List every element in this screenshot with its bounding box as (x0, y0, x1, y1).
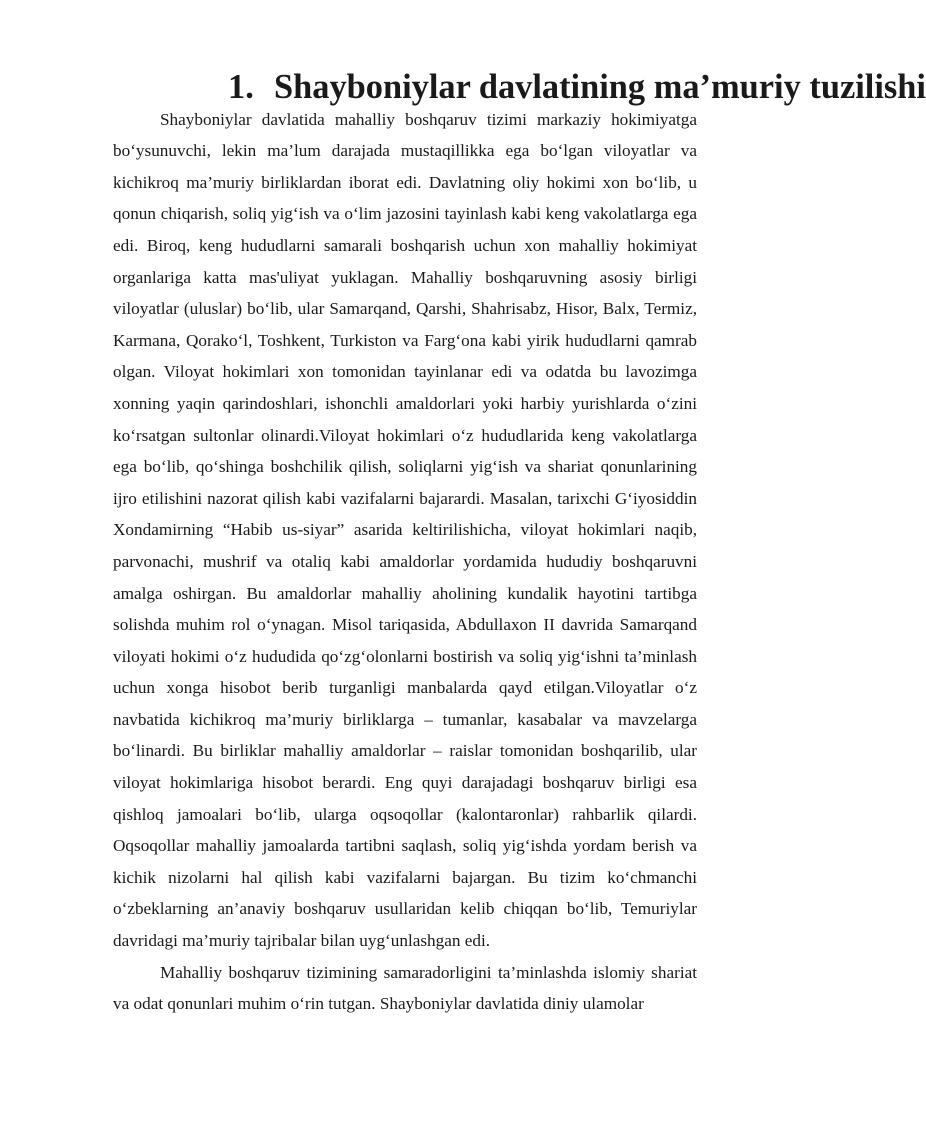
section-heading (113, 68, 926, 106)
section-title: Shayboniylar davlatining ma’muriy tuzilishi (274, 68, 926, 106)
body-paragraph-1: Shayboniylar davlatida mahalliy boshqaruv tizimi markaziy hokimiyatga bo‘ysunuvchi, lekin ma’lum darajada mustaqillikka ega bo‘lgan viloyatlar va kichikroq ma’muriy birliklardan iborat edi. Davlatning oliy hokimi xon bo‘lib, u qonun chiqarish, soliq yig‘ish va o‘lim jazosini tayinlash kabi keng vakolatlarga ega edi. Biroq, keng hududlarni samarali boshqarish uchun xon mahalliy hokimiyat organlariga katta mas'uliyat yuklagan. Mahalliy boshqaruvning asosiy birligi viloyatlar (uluslar) bo‘lib, ular Samarqand, Qarshi, Shahrisabz, Hisor, Balx, Termiz, Karmana, Qorako‘l, Toshkent, Turkiston va Farg‘ona kabi yirik hududlarni qamrab olgan. Viloyat hokimlari xon tomonidan tayinlanar edi va odatda bu lavozimga xonning yaqin qarindoshlari, ishonchli amaldorlari yoki harbiy yurishlarda o‘zini ko‘rsatgan sultonlar olinardi.Viloyat hokimlari o‘z hududlarida keng vakolatlarga ega bo‘lib, qo‘shinga boshchilik qilish, soliqlarni yig‘ish va shariat qonunlarining ijro etilishini nazorat qilish kabi vazifalarni bajarardi. Masalan, tarixchi G‘iyosiddin Xondamirning “Habib us-siyar” asarida keltirilishicha, viloyat hokimlari naqib, parvonachi, mushrif va otaliq kabi amaldorlar yordamida hududiy boshqaruvni amalga oshirgan. Bu amaldorlar mahalliy aholining kundalik hayotini tartibga solishda muhim rol o‘ynagan. Misol tariqasida, Abdullaxon II davrida Samarqand viloyati hokimi o‘z hududida qo‘zg‘olonlarni bostirish va soliq yig‘ishni ta’minlash uchun xonga hisobot berib turganligi manbalarda qayd etilgan.Viloyatlar o‘z navbatida kichikroq ma’muriy birliklarga – tumanlar, kasabalar va mavzelarga bo‘linardi. Bu birliklar mahalliy amaldorlar – raislar tomonidan boshqarilib, ular viloyat hokimlariga hisobot berardi. Eng quyi darajadagi boshqaruv birligi esa qishloq jamoalari bo‘lib, ularga oqsoqollar (kalontaronlar) rahbarlik qilardi. Oqsoqollar mahalliy jamoalarda tartibni saqlash, soliq yig‘ishda yordam berish va kichik nizolarni hal qilish kabi vazifalarni bajargan. Bu tizim ko‘chmanchi o‘zbeklarning an’anaviy boshqaruv usullaridan kelib chiqqan bo‘lib, Temuriylar davridagi ma’muriy tajribalar bilan uyg‘unlashgan edi. (113, 109, 697, 951)
body-paragraph-2: Mahalliy boshqaruv tizimining samaradorligini ta’minlashda islomiy shariat va odat qonunlari muhim o‘rin tutgan. Shayboniylar davlatida diniy ulamolar (113, 962, 697, 1014)
section-number: 1. (228, 68, 254, 106)
document-page (113, 68, 926, 1020)
